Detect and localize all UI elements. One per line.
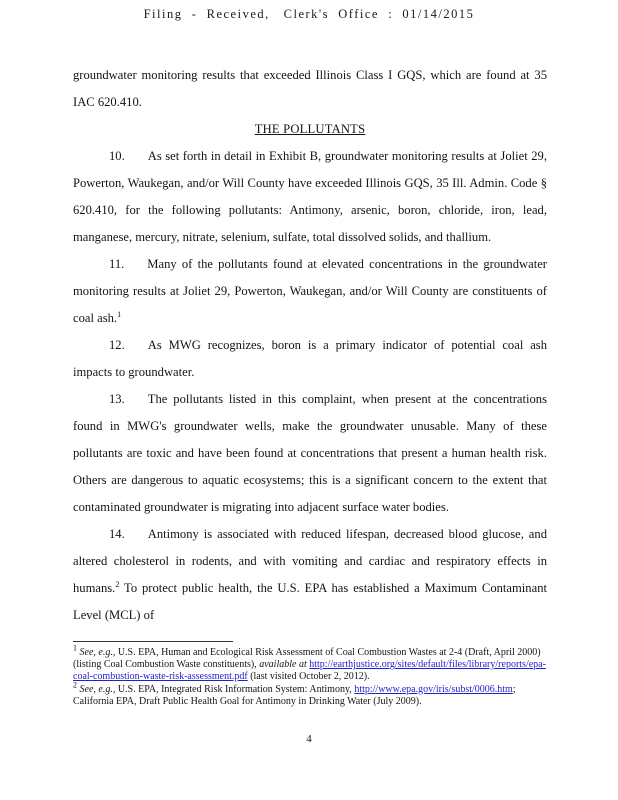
paragraph-10: [73, 143, 547, 251]
paragraph-text: groundwater monitoring results that exceeded Illinois Class I GQS, which are found at 35 IAC 620.410.: [73, 68, 547, 109]
paragraph-text: Antimony is associated with reduced lifespan, decreased blood glucose, and altered cholesterol in rodents, and with vomiting and cardiac and respiratory effects in humans.: [73, 527, 547, 595]
paragraph-number: 11.: [109, 257, 125, 271]
footnote-marker: 2: [73, 680, 77, 690]
paragraph-number: 10.: [109, 149, 125, 163]
footnote-1: [73, 643, 547, 684]
footnote-body: [73, 684, 516, 707]
footnote-text: See, e.g.,: [79, 683, 118, 695]
paragraph-text: As set forth in detail in Exhibit B, groundwater monitoring results at Joliet 29, Powerton, Waukegan, and/or Will County have exceeded Illinois GQS, 35 Ill. Admin. Code § 620.410, for the following pollutants: Antimony, arsenic, boron, chloride, iron, lead, manganese, mercury, nitrate, selenium, sulfate, total dissolved solids, and thallium.: [73, 149, 547, 244]
paragraph-text: As MWG recognizes, boron is a primary indicator of potential coal ash impacts to groundwater.: [73, 338, 547, 379]
footnote-ref-2: 2: [115, 579, 120, 589]
footnote-text: See, e.g.,: [79, 647, 118, 658]
document-body: [73, 62, 547, 629]
paragraph-11: [73, 251, 547, 332]
footnote-text: U.S. EPA, Human and Ecological Risk Assessment of Coal Combustion Wastes at 2-4 (Draft, April 2000) (listing Coal Combustion Waste constituents),: [73, 647, 541, 671]
paragraph-number: 12.: [109, 338, 125, 352]
paragraph-12: [73, 332, 547, 386]
footnote-body: [73, 647, 546, 682]
paragraph-number: 13.: [109, 392, 125, 406]
paragraph-text-continued: To protect public health, the U.S. EPA has established a Maximum Contaminant Level (MCL) of: [73, 581, 547, 622]
paragraph-text: Many of the pollutants found at elevated concentrations in the groundwater monitoring results at Joliet 29, Powerton, Waukegan, and/or Will County are constituents of coal ash.: [73, 257, 547, 325]
footnote-marker: 1: [73, 643, 77, 653]
section-heading: THE POLLUTANTS: [254, 122, 366, 136]
footnote-section: [73, 641, 547, 708]
footnote-text: available at: [259, 659, 310, 671]
footnote-separator: [73, 641, 233, 642]
footnote-link[interactable]: http://www.epa.gov/iris/subst/0006.htm: [354, 683, 513, 695]
footnote-link[interactable]: http://earthjustice.org/sites/default/files/library/reports/epa-coal-combustion-waste-risk-assessment.pdf: [73, 659, 546, 683]
paragraph-continuation: [73, 62, 547, 116]
paragraph-number: 14.: [109, 527, 125, 541]
footnote-text: (last visited October 2, 2012).: [247, 671, 370, 683]
filing-stamp: Filing - Received, Clerk's Office : 01/14/2015: [143, 7, 475, 21]
paragraph-text: The pollutants listed in this complaint, when present at the concentrations found in MWG's groundwater wells, make the groundwater unusable. Many of these pollutants are toxic and have been found at concentrations that present a human health risk. Others are dangerous to aquatic ecosystems; this is a significant concern to the extent that contaminated groundwater is migrating into adjacent surface water bodies.: [73, 392, 547, 514]
footnote-ref-1: 1: [117, 309, 122, 319]
page-number: 4: [306, 733, 312, 745]
footnote-text: ; California EPA, Draft Public Health Goal for Antimony in Drinking Water (July 2009).: [73, 683, 516, 707]
paragraph-14: [73, 521, 547, 629]
paragraph-13: [73, 386, 547, 521]
footnote-2: [73, 680, 547, 708]
footnote-text: U.S. EPA, Integrated Risk Information System: Antimony,: [117, 683, 355, 695]
